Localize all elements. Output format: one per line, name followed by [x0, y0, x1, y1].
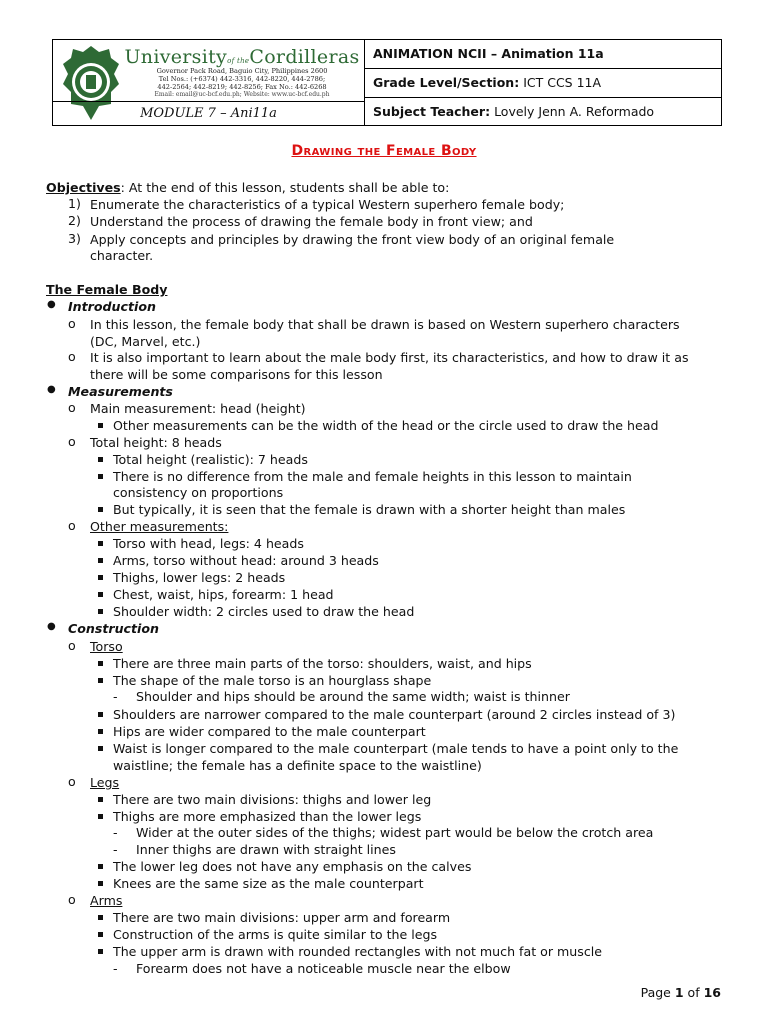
square-bullet-icon [98, 457, 103, 462]
header-right-cell [365, 40, 722, 125]
body-line: But typically, it is seen that the female is drawn with a shorter height than males [113, 502, 626, 517]
square-bullet-icon [98, 558, 103, 563]
square-bullet-icon [98, 949, 103, 954]
square-bullet-icon [98, 881, 103, 886]
square-bullet-icon [98, 932, 103, 937]
dash-bullet-icon: - [113, 689, 118, 704]
university-address: Governor Pack Road, Baguio City, Philippines 2600 [156, 67, 328, 75]
body-line: Arms, torso without head: around 3 heads [113, 553, 379, 568]
sub-bullet-icon: o [68, 400, 76, 415]
square-bullet-icon [98, 797, 103, 802]
header-left-cell [53, 40, 365, 125]
body-line: Hips are wider compared to the male counterpart [113, 724, 426, 739]
body-line: Total height (realistic): 7 heads [113, 452, 308, 467]
body-line: Construction of the arms is quite similar to the legs [113, 927, 438, 942]
objective-item: Apply concepts and principles by drawing the front view body of an original female [90, 232, 615, 247]
square-bullet-icon [98, 541, 103, 546]
square-bullet-icon [98, 746, 103, 751]
square-bullet-icon [98, 474, 103, 479]
subtopic-heading: Other measurements: [90, 519, 229, 534]
document-header [52, 39, 722, 126]
objective-number: 3) [68, 231, 81, 246]
university-email: Email: email@uc-bcf.edu.ph; Website: www.uc-bcf.edu.ph [154, 91, 330, 99]
square-bullet-icon [98, 915, 103, 920]
sub-bullet-icon: o [68, 518, 76, 533]
sub-bullet-icon: o [68, 316, 76, 331]
topic-heading: Construction [68, 621, 159, 636]
body-line: The lower leg does not have any emphasis on the calves [113, 859, 472, 874]
square-bullet-icon [98, 575, 103, 580]
objective-item-continued: character. [90, 248, 154, 263]
objective-number: 2) [68, 213, 81, 228]
body-line: Inner thighs are drawn with straight lines [136, 842, 396, 857]
subtopic-heading: Torso [90, 639, 123, 654]
sub-bullet-icon: o [68, 434, 76, 449]
body-line: Thighs, lower legs: 2 heads [113, 570, 286, 585]
university-logo-row [53, 40, 364, 101]
sub-bullet-icon: o [68, 892, 76, 907]
course-label: ANIMATION NCII – Animation 11a [365, 40, 722, 69]
university-tel-2: 442-2564; 442-8219; 442-8256; Fax No.: 442-6268 [157, 82, 327, 91]
body-line: Shoulders are narrower compared to the male counterpart (around 2 circles instead of 3) [113, 707, 676, 722]
body-line: Shoulder width: 2 circles used to draw the head [113, 604, 415, 619]
body-line: The shape of the male torso is an hourglass shape [113, 673, 432, 688]
objective-item: Enumerate the characteristics of a typical Western superhero female body; [90, 197, 565, 212]
topic-heading: Introduction [68, 299, 156, 314]
dash-bullet-icon: - [113, 842, 118, 857]
body-line: consistency on proportions [113, 485, 284, 500]
subtopic-heading: Arms [90, 893, 123, 908]
objective-item: Understand the process of drawing the female body in front view; and [90, 214, 533, 229]
objective-number: 1) [68, 196, 81, 211]
university-info [123, 40, 361, 101]
university-tel: Tel Nos.: (+6374) 442-3316, 442-8220, 444-2786; [158, 74, 326, 83]
bullet-icon: ● [47, 299, 56, 310]
square-bullet-icon [98, 609, 103, 614]
subtopic-heading: Legs [90, 775, 120, 790]
body-line: There are three main parts of the torso: shoulders, waist, and hips [113, 656, 532, 671]
body-line: There are two main divisions: upper arm and forearm [113, 910, 451, 925]
objectives-intro: Objectives: At the end of this lesson, students shall be able to: [46, 180, 450, 195]
square-bullet-icon [98, 661, 103, 666]
square-bullet-icon [98, 729, 103, 734]
square-bullet-icon [98, 592, 103, 597]
body-line: Forearm does not have a noticeable muscle near the elbow [136, 961, 511, 976]
body-line: there will be some comparisons for this lesson [90, 367, 383, 382]
page-number: Page 1 of 16 [640, 985, 721, 1000]
sub-bullet-icon: o [68, 638, 76, 653]
module-label: MODULE 7 – Ani11a [53, 101, 364, 126]
body-line: Thighs are more emphasized than the lower legs [113, 809, 422, 824]
body-line: Chest, waist, hips, forearm: 1 head [113, 587, 334, 602]
body-line: Waist is longer compared to the male counterpart (male tends to have a point only to the [113, 741, 679, 756]
university-name: Universityof theCordilleras [124, 46, 360, 68]
body-line: There is no difference from the male and female heights in this lesson to maintain [113, 469, 632, 484]
body-line: Other measurements can be the width of the head or the circle used to draw the head [113, 418, 659, 433]
body-line: Main measurement: head (height) [90, 401, 306, 416]
sub-bullet-icon: o [68, 349, 76, 364]
body-line: waistline; the female has a definite space to the waistline) [113, 758, 482, 773]
square-bullet-icon [98, 712, 103, 717]
grade-section: Grade Level/Section: ICT CCS 11A [365, 69, 722, 98]
dash-bullet-icon: - [113, 961, 118, 976]
body-line: In this lesson, the female body that shall be drawn is based on Western superhero characters [90, 317, 680, 332]
square-bullet-icon [98, 678, 103, 683]
body-line: Shoulder and hips should be around the same width; waist is thinner [136, 689, 570, 704]
section-heading: The Female Body [46, 282, 168, 297]
document-title: Drawing the Female Body [291, 143, 477, 159]
body-line: Torso with head, legs: 4 heads [113, 536, 304, 551]
body-line: (DC, Marvel, etc.) [90, 334, 201, 349]
subject-teacher: Subject Teacher: Lovely Jenn A. Reformado [373, 104, 655, 119]
body-line: The upper arm is drawn with rounded rectangles with not much fat or muscle [113, 944, 603, 959]
body-line: Knees are the same size as the male counterpart [113, 876, 424, 891]
body-line: Total height: 8 heads [90, 435, 222, 450]
square-bullet-icon [98, 864, 103, 869]
body-line: There are two main divisions: thighs and lower leg [113, 792, 432, 807]
body-line: It is also important to learn about the male body first, its characteristics, and how to draw it as [90, 350, 689, 365]
square-bullet-icon [98, 814, 103, 819]
body-line: Wider at the outer sides of the thighs; widest part would be below the crotch area [136, 825, 654, 840]
bullet-icon: ● [47, 384, 56, 395]
bullet-icon: ● [47, 621, 56, 632]
dash-bullet-icon: - [113, 825, 118, 840]
topic-heading: Measurements [68, 384, 173, 399]
square-bullet-icon [98, 423, 103, 428]
sub-bullet-icon: o [68, 774, 76, 789]
square-bullet-icon [98, 507, 103, 512]
